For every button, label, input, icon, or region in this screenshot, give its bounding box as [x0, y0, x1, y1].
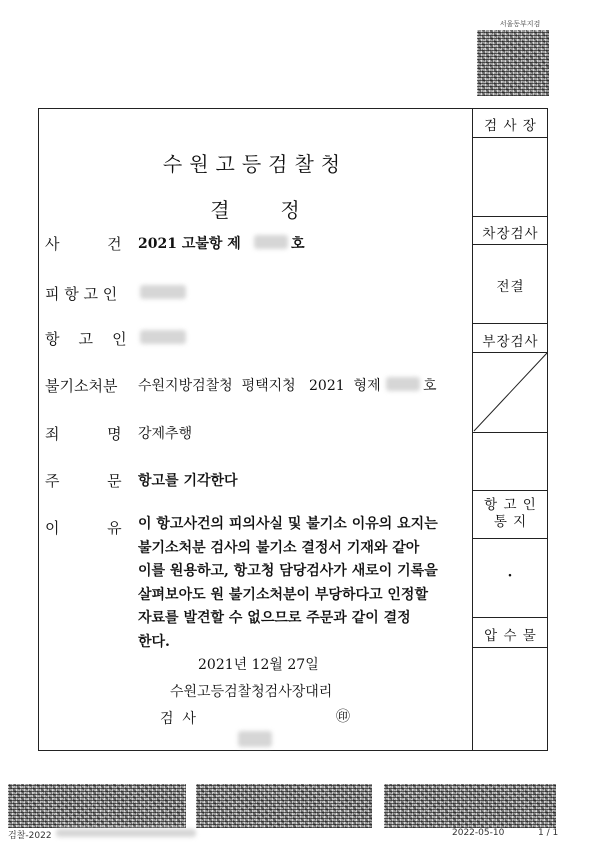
- document-type-title: 결 정: [210, 198, 300, 222]
- signing-office: 수원고등검찰청검사장대리: [170, 684, 333, 700]
- charge-label: 죄 명: [45, 425, 122, 443]
- appellant-notice-line2: 통 지: [493, 514, 528, 530]
- division-head-label: 부장검사: [482, 334, 539, 350]
- redacted-appellant-name: [140, 330, 186, 344]
- notice-mark: ·: [507, 568, 514, 584]
- footer-page: 1 / 1: [538, 828, 559, 838]
- reason-line: 이를 원용하고, 항고청 담당검사가 새로이 기록을: [138, 563, 438, 579]
- chief-prosecutor-label: 검 사 장: [484, 118, 537, 134]
- reason-line: 살펴보아도 원 불기소처분이 부당하다고 인정할: [138, 586, 428, 603]
- decision-date: 2021년 12월 27일: [198, 657, 319, 673]
- dismissal-value-suffix: 호: [423, 378, 437, 394]
- barcode-strip: [384, 784, 556, 828]
- footer-date: 2022-05-10: [452, 828, 505, 838]
- sidebar-divider: [472, 432, 548, 433]
- seized-items-label: 압 수 물: [484, 628, 537, 644]
- footer-doc-id: 검찰-2022: [8, 831, 52, 841]
- sidebar-divider: [472, 617, 548, 618]
- sidebar-divider: [472, 137, 548, 138]
- sidebar-divider: [472, 244, 548, 245]
- electronic-approval-mark: 전결: [496, 279, 525, 295]
- redacted-prosecutor-name: [238, 731, 272, 747]
- seal-mark: ㊞: [336, 709, 350, 725]
- office-title: 수원고등검찰청: [162, 152, 348, 176]
- appellant-label: 항 고 인: [45, 330, 127, 348]
- reason-label: 이 유: [45, 519, 122, 537]
- barcode-strip: [8, 784, 186, 828]
- empty-approval-slash: [472, 352, 548, 432]
- reason-line: 자료를 발견할 수 없으므로 주문과 같이 결정: [138, 610, 411, 626]
- redacted-accused-name: [140, 285, 186, 299]
- deputy-head-label: 차장검사: [482, 226, 539, 242]
- case-label: 사 건: [45, 235, 122, 253]
- main-order-label: 주 문: [45, 472, 122, 490]
- reason-line: 한다.: [138, 633, 170, 650]
- stamp-label: 서울동부지검: [499, 20, 541, 28]
- reason-line: 불기소처분 검사의 불기소 결정서 기재와 같아: [138, 539, 420, 556]
- dismissal-label: 불기소처분: [45, 377, 118, 395]
- prosecutor-label: 검 사: [160, 711, 196, 727]
- redacted-case-number: [254, 235, 288, 249]
- redacted-dismissal-number: [386, 377, 420, 391]
- reason-line: 이 항고사건의 피의사실 및 불기소 이유의 요지는: [138, 516, 438, 532]
- case-number-prefix: 2021 고불항 제: [138, 236, 241, 252]
- appellant-notice-line1: 항 고 인: [484, 497, 537, 513]
- dismissal-value-prefix: 수원지방검찰청 평택지청 2021 형제: [138, 378, 381, 394]
- sidebar-divider: [472, 323, 548, 324]
- sidebar-divider: [472, 647, 548, 648]
- barcode-strip: [196, 784, 372, 828]
- appellant-notice-label: [473, 497, 548, 531]
- sidebar-divider: [472, 216, 548, 217]
- accused-label: 피 항 고 인: [45, 285, 118, 303]
- barcode-stamp: [477, 30, 549, 96]
- redacted-doc-id: [56, 829, 196, 837]
- sidebar-divider: [472, 490, 548, 491]
- sidebar-divider: [472, 538, 548, 539]
- charge-value: 강제추행: [138, 426, 193, 442]
- reason-body: [138, 513, 468, 654]
- main-order-value: 항고를 기각한다: [138, 473, 238, 489]
- case-number-suffix: 호: [291, 236, 305, 252]
